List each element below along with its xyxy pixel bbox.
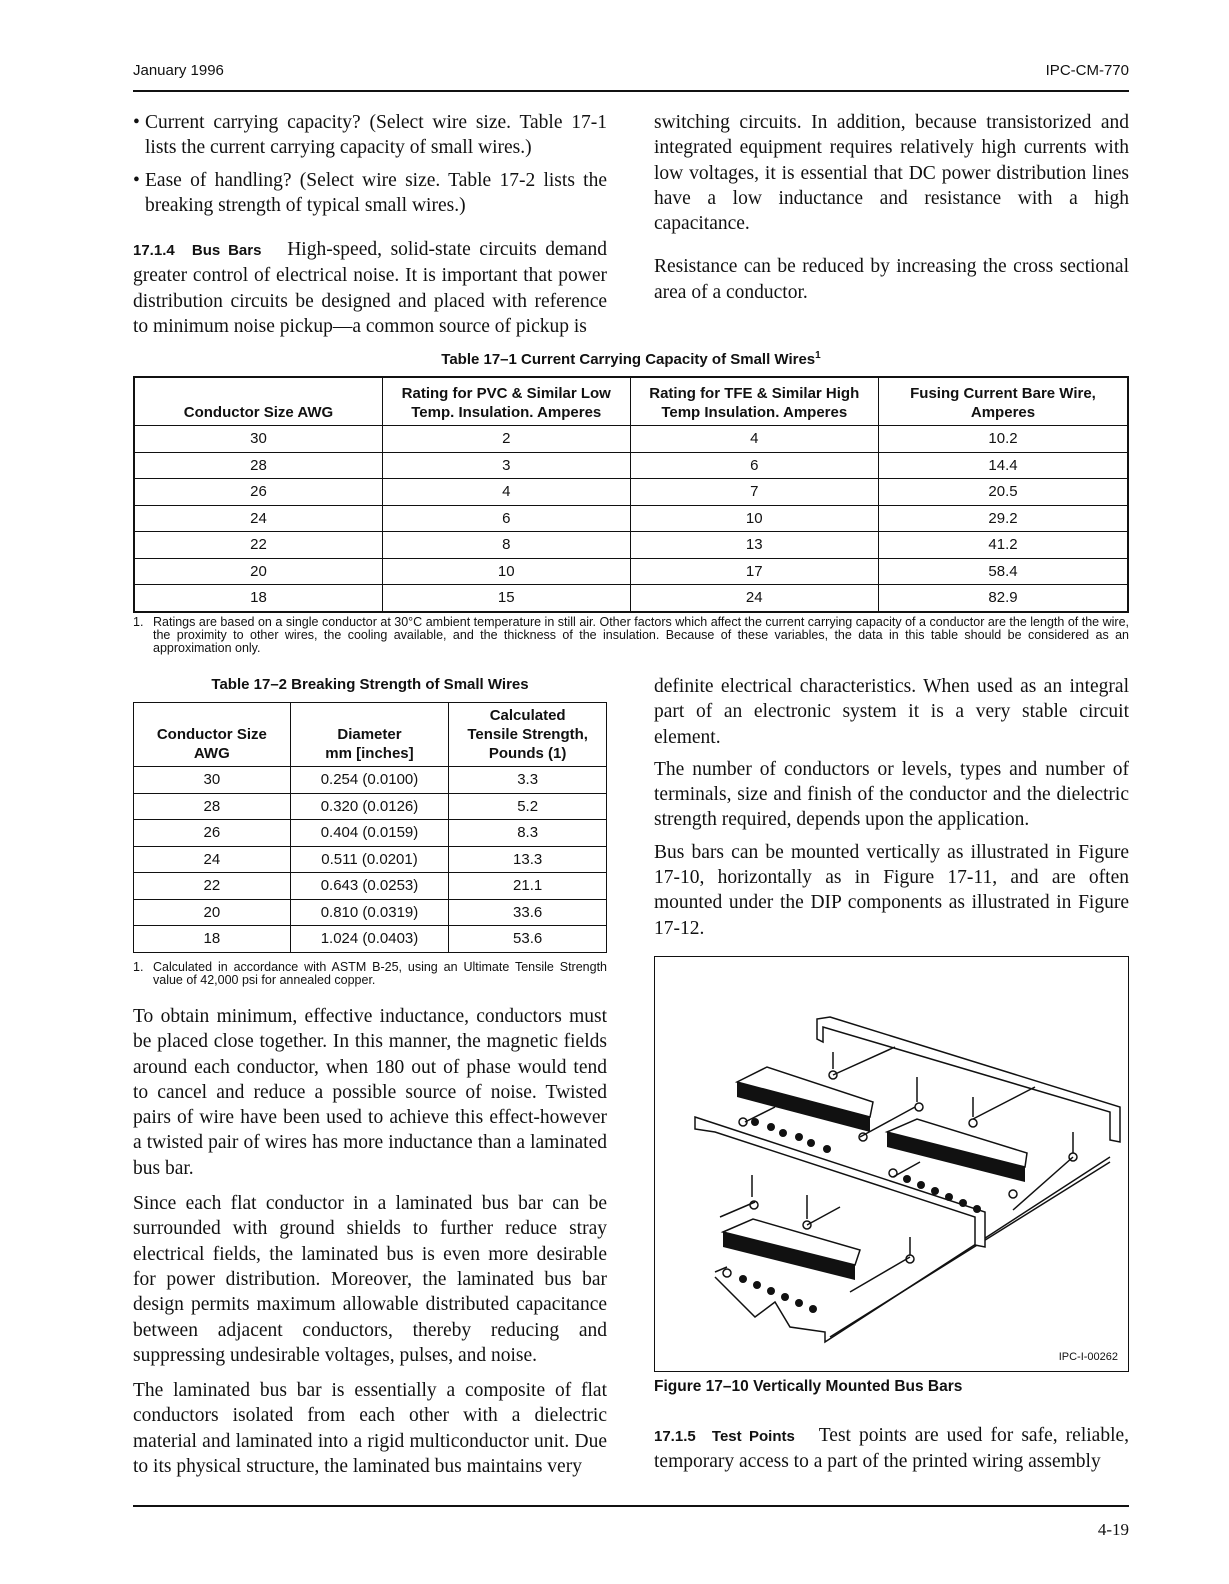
cell: 6 bbox=[630, 452, 879, 479]
figure-17-10 bbox=[654, 956, 1129, 1372]
cell: 4 bbox=[630, 426, 879, 453]
table-17-1-caption bbox=[133, 350, 1129, 368]
section-1714-number: 17.1.4 bbox=[133, 242, 175, 260]
footnote-text: Ratings are based on a single conductor at 30°C ambient temperature in still air. Other factors which affect the current carrying capacity of a conductor are the length of the wire, the proximity to other wires, the cooling available, and the thickness of the insulation. Because of these variables, the data in this table should be considered as an approximation only. bbox=[153, 615, 1129, 655]
cell: 10 bbox=[630, 505, 879, 532]
cell: 14.4 bbox=[879, 452, 1129, 479]
table-row bbox=[134, 585, 1128, 612]
cell: 30 bbox=[134, 767, 291, 794]
header-rule bbox=[133, 90, 1129, 92]
cell: 22 bbox=[134, 532, 383, 559]
section-1714-text: High-speed, solid-state circuits demand greater control of electrical noise. It is important that power distribution circuits be designed and placed with reference to minimum noise pickup—a common source of pickup is bbox=[133, 239, 608, 338]
table-header-row bbox=[134, 377, 1128, 426]
cell: 1.024 (0.0403) bbox=[290, 926, 449, 953]
cell: 18 bbox=[134, 926, 291, 953]
cell: 10 bbox=[383, 558, 631, 585]
section-1715-text: Test points are used for safe, reliable, temporary access to a part of the printed wiring assembly bbox=[654, 1425, 1130, 1473]
table-row bbox=[134, 479, 1128, 506]
header-doc-id: IPC-CM-770 bbox=[1045, 62, 1129, 79]
table-row bbox=[134, 558, 1128, 585]
section-1715-title: Test Points bbox=[711, 1428, 795, 1445]
section-1714-paragraph bbox=[133, 237, 607, 339]
cell: 8.3 bbox=[449, 820, 607, 847]
cell: 28 bbox=[134, 452, 383, 479]
cell: 24 bbox=[630, 585, 879, 612]
caption-footnote-marker: 1 bbox=[815, 350, 821, 361]
table-row bbox=[134, 426, 1128, 453]
column-header: Calculated Tensile Strength, Pounds (1) bbox=[449, 703, 607, 767]
section-1714-title: Bus Bars bbox=[191, 242, 262, 260]
cell: 82.9 bbox=[879, 585, 1129, 612]
table-row bbox=[134, 767, 607, 794]
footnote-text: Calculated in accordance with ASTM B-25, using an Ultimate Tensile Strength value of 42,000 psi for annealed copper. bbox=[153, 960, 607, 987]
cell: 0.810 (0.0319) bbox=[290, 899, 449, 926]
column-header: Conductor Size AWG bbox=[134, 377, 383, 426]
column-header: Conductor Size AWG bbox=[134, 703, 291, 767]
footnote-number: 1. bbox=[133, 960, 144, 974]
column-header: Rating for PVC & Similar Low Temp. Insulation. Amperes bbox=[383, 377, 631, 426]
table-17-2 bbox=[133, 702, 607, 953]
bus-bar-illustration bbox=[655, 957, 1128, 1371]
cell: 13.3 bbox=[449, 846, 607, 873]
cell: 17 bbox=[630, 558, 879, 585]
cell: 58.4 bbox=[879, 558, 1129, 585]
cell: 4 bbox=[383, 479, 631, 506]
cell: 24 bbox=[134, 846, 291, 873]
cell: 20.5 bbox=[879, 479, 1129, 506]
bullet-text: Ease of handling? (Select wire size. Table 17-2 lists the breaking strength of typical small wires.) bbox=[145, 169, 607, 216]
table-17-1-footnote bbox=[133, 616, 1129, 655]
bullet-icon: • bbox=[133, 169, 140, 191]
cell: 26 bbox=[134, 479, 383, 506]
cell: 10.2 bbox=[879, 426, 1129, 453]
cell: 0.643 (0.0253) bbox=[290, 873, 449, 900]
section-1715-number: 17.1.5 bbox=[654, 1428, 696, 1445]
cell: 6 bbox=[383, 505, 631, 532]
table-row bbox=[134, 505, 1128, 532]
cell: 22 bbox=[134, 873, 291, 900]
section-1715-paragraph bbox=[654, 1423, 1129, 1475]
cell: 41.2 bbox=[879, 532, 1129, 559]
cell: 26 bbox=[134, 820, 291, 847]
footnote-number: 1. bbox=[133, 615, 144, 629]
cell: 21.1 bbox=[449, 873, 607, 900]
paragraph: The number of conductors or levels, types and number of terminals, size and finish of the conductor and the dielectric strength required, depends upon the application. bbox=[654, 758, 1129, 831]
cell: 24 bbox=[134, 505, 383, 532]
paragraph: definite electrical characteristics. When used as an integral part of an electronic system it is a very stable circuit element. bbox=[654, 676, 1129, 748]
left-bottom-text bbox=[133, 1004, 607, 1479]
bullet-item bbox=[133, 110, 607, 161]
cell: 0.320 (0.0126) bbox=[290, 793, 449, 820]
table-row bbox=[134, 899, 607, 926]
bullet-item bbox=[133, 168, 607, 219]
cell: 0.254 (0.0100) bbox=[290, 767, 449, 794]
cell: 2 bbox=[383, 426, 631, 453]
cell: 0.404 (0.0159) bbox=[290, 820, 449, 847]
cell: 33.6 bbox=[449, 899, 607, 926]
cell: 15 bbox=[383, 585, 631, 612]
figure-id-label: IPC-I-00262 bbox=[1058, 1351, 1118, 1363]
column-header: Diameter mm [inches] bbox=[290, 703, 449, 767]
bullet-text: Current carrying capacity? (Select wire size. Table 17-1 lists the current carrying capacity of small wires.) bbox=[145, 112, 607, 159]
footer-rule bbox=[133, 1505, 1129, 1507]
table-17-1 bbox=[133, 376, 1129, 613]
cell: 29.2 bbox=[879, 505, 1129, 532]
table-row bbox=[134, 820, 607, 847]
cell: 3.3 bbox=[449, 767, 607, 794]
figure-caption: Figure 17–10 Vertically Mounted Bus Bars bbox=[654, 1378, 963, 1395]
table-row bbox=[134, 793, 607, 820]
paragraph: The laminated bus bar is essentially a composite of flat conductors isolated from each other with a dielectric material and laminated into a rigid multiconductor unit. Due to its physical structure, the laminated bus maintains very bbox=[133, 1380, 607, 1478]
cell: 28 bbox=[134, 793, 291, 820]
paragraph: Resistance can be reduced by increasing the cross sectional area of a conductor. bbox=[654, 256, 1129, 303]
cell: 18 bbox=[134, 585, 383, 612]
cell: 8 bbox=[383, 532, 631, 559]
table-row bbox=[134, 452, 1128, 479]
table-row bbox=[134, 846, 607, 873]
cell: 7 bbox=[630, 479, 879, 506]
paragraph: Bus bars can be mounted vertically as illustrated in Figure 17-10, horizontally as in Figure 17-11, and are often mounted under the DIP components as illustrated in Figure 17-12. bbox=[654, 841, 1129, 939]
right-top-text bbox=[654, 110, 1129, 305]
caption-text: Table 17–1 Current Carrying Capacity of Small Wires bbox=[441, 351, 816, 368]
header-date: January 1996 bbox=[133, 62, 224, 79]
right-bottom-text bbox=[654, 674, 1129, 941]
table-row bbox=[134, 873, 607, 900]
table-row bbox=[134, 926, 607, 953]
table-row bbox=[134, 532, 1128, 559]
cell: 13 bbox=[630, 532, 879, 559]
table-17-2-footnote bbox=[133, 961, 607, 987]
page-number: 4-19 bbox=[1097, 1520, 1129, 1539]
column-header: Fusing Current Bare Wire, Amperes bbox=[879, 377, 1129, 426]
paragraph: Since each flat conductor in a laminated bus bar can be surrounded with ground shields to further reduce stray electrical fields, the laminated bus is even more desirable for power distribution. Moreover, the laminated bus bar design permits maximum allowable distributed capacitance between adjacent conductors, thereby reducing and suppressing undesirable voltages, pulses, and noise. bbox=[133, 1193, 607, 1366]
cell: 20 bbox=[134, 558, 383, 585]
cell: 30 bbox=[134, 426, 383, 453]
table-17-2-caption: Table 17–2 Breaking Strength of Small Wires bbox=[211, 676, 529, 693]
cell: 0.511 (0.0201) bbox=[290, 846, 449, 873]
table-header-row bbox=[134, 703, 607, 767]
left-top-text bbox=[133, 110, 607, 339]
cell: 3 bbox=[383, 452, 631, 479]
cell: 20 bbox=[134, 899, 291, 926]
bullet-icon: • bbox=[133, 112, 140, 133]
cell: 53.6 bbox=[449, 926, 607, 953]
paragraph: To obtain minimum, effective inductance, conductors must be placed close together. In this manner, the magnetic fields around each conductor, when 180 out of phase would tend to cancel and reduce a possible source of noise. Twisted pairs of wire have been used to achieve this effect-however a twisted pair of wires has more inductance than a laminated bus bar. bbox=[133, 1006, 607, 1179]
paragraph: switching circuits. In addition, because transistorized and integrated equipment requires relatively high currents with low voltages, it is essential that DC power distribution lines have a low inductance and resistance with a high capacitance. bbox=[654, 112, 1129, 235]
column-header: Rating for TFE & Similar High Temp Insulation. Amperes bbox=[630, 377, 879, 426]
cell: 5.2 bbox=[449, 793, 607, 820]
